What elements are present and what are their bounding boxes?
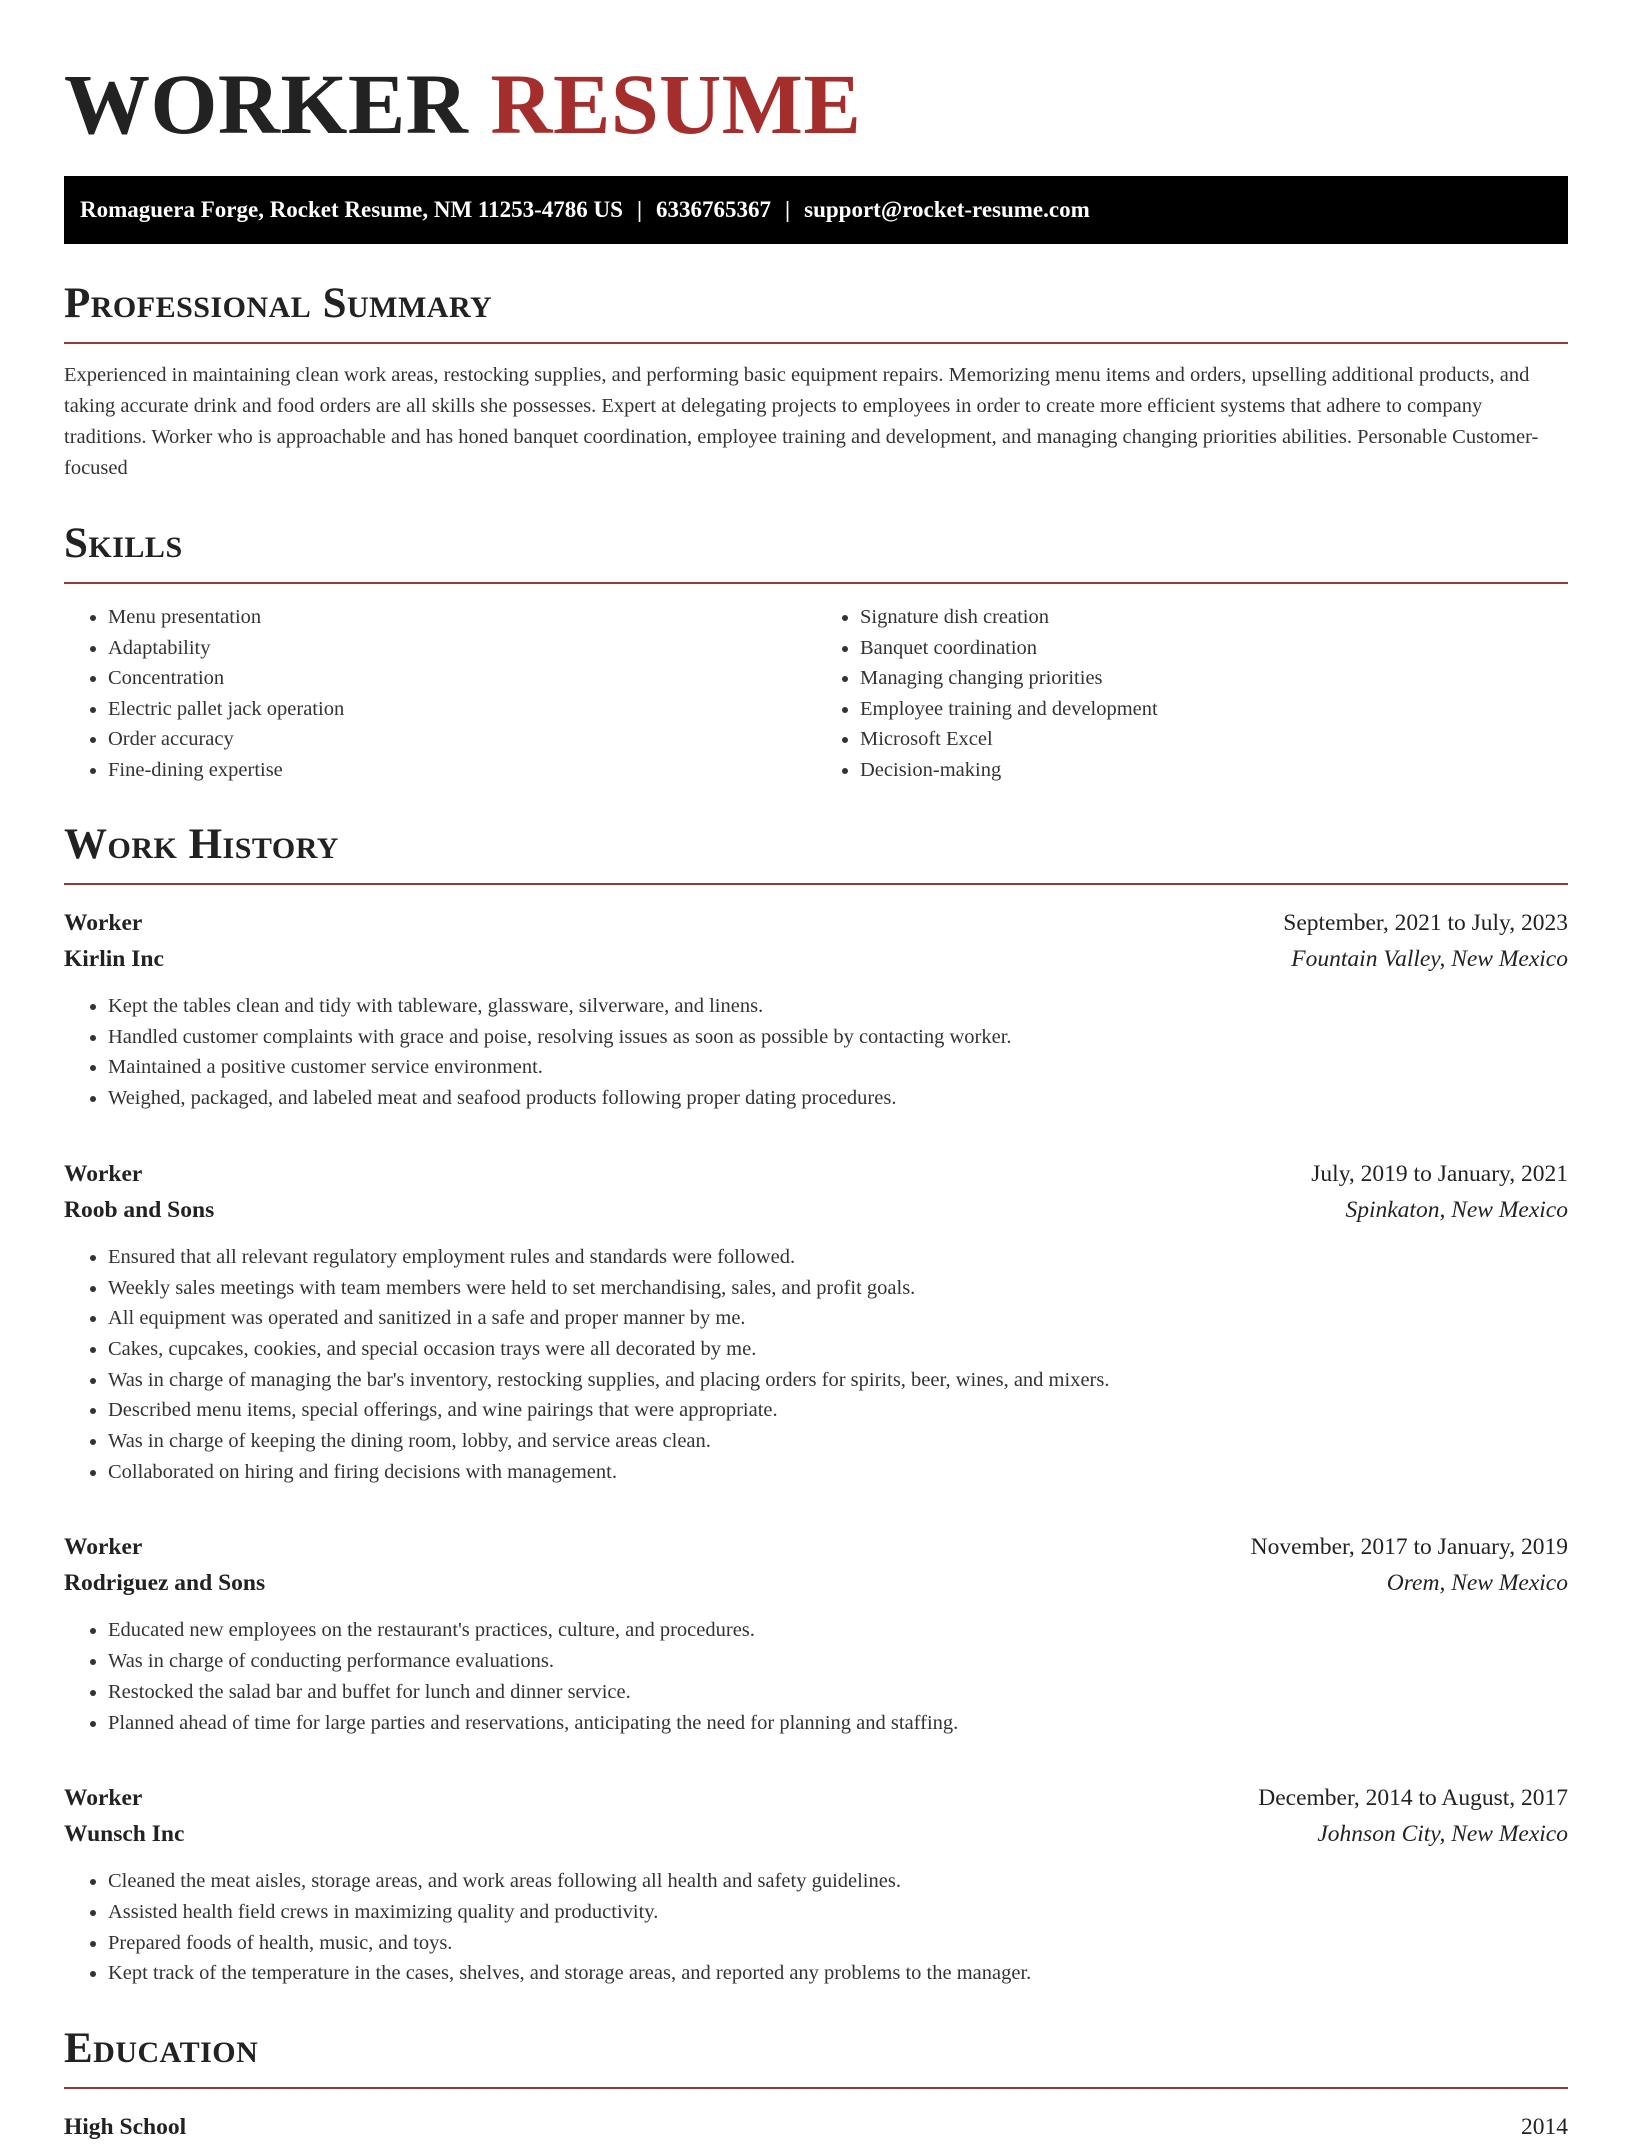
job-bullet: • Handled customer complaints with grace and poise, resolving issues as soon as possible by contacting worker. <box>108 1022 1568 1053</box>
job-bullet: • Planned ahead of time for large parties and reservations, anticipating the need for planning and staffing. <box>108 1708 1568 1739</box>
title-first-word: WORKER <box>64 56 469 152</box>
contact-email: support@rocket-resume.com <box>804 197 1090 222</box>
job-company: Roob and Sons <box>64 1196 215 1223</box>
contact-separator: | <box>785 197 791 222</box>
education-section <box>64 2025 1568 2145</box>
skill-item: • Decision-making <box>860 755 1568 786</box>
job-bullet: • Was in charge of conducting performance evaluations. <box>108 1646 1568 1677</box>
summary-text: Experienced in maintaining clean work areas, restocking supplies, and performing basic equipment repairs. Memorizing menu items and orders, upselling additional products, and taking accurate drink and food orders are all skills she possesses. Expert at delegating projects to employees in order to create more efficient systems that adhere to company traditions. Worker who is approachable and has honed banquet coordination, employee training and development, and managing changing priorities abilities. Personable Customer-focused <box>64 364 1539 479</box>
job-role: Worker <box>64 1534 143 1561</box>
education-heading: Education <box>64 2025 1568 2089</box>
job-title-row <box>64 1156 1568 1192</box>
job-role: Worker <box>64 910 143 936</box>
job-bullet: • Assisted health field crews in maximizing quality and productivity. <box>108 1897 1568 1928</box>
job-bullet: • Kept track of the temperature in the cases, shelves, and storage areas, and reported any problems to the manager. <box>108 1958 1568 1989</box>
job-bullet: • Prepared foods of health, music, and toys. <box>108 1928 1568 1959</box>
job-location: Fountain Valley, New Mexico <box>1291 946 1568 972</box>
skill-item: • Electric pallet jack operation <box>108 694 816 725</box>
job-dates: November, 2017 to January, 2019 <box>1250 1534 1568 1561</box>
skill-item: • Managing changing priorities <box>860 663 1568 694</box>
job-bullet: • Kept the tables clean and tidy with tableware, glassware, silverware, and linens. <box>108 991 1568 1022</box>
job-bullet: • Cleaned the meat aisles, storage areas, and work areas following all health and safety guidelines. <box>108 1866 1568 1897</box>
job-company: Rodriguez and Sons <box>64 1570 266 1597</box>
job-bullet: • Cakes, cupcakes, cookies, and special occasion trays were all decorated by me. <box>108 1334 1568 1365</box>
job-location: Johnson City, New Mexico <box>1317 1821 1568 1848</box>
contact-address: Romaguera Forge, Rocket Resume, NM 11253-4786 US <box>80 197 623 222</box>
job-location: Spinkaton, New Mexico <box>1345 1196 1568 1223</box>
job-role: Worker <box>64 1785 143 1812</box>
contact-bar <box>64 176 1568 244</box>
work-history-heading: Work History <box>64 821 1568 885</box>
work-history-section <box>64 821 1568 1989</box>
job-entry <box>64 1156 1568 1488</box>
skill-item: • Concentration <box>108 663 816 694</box>
job-company: Wunsch Inc <box>64 1821 185 1848</box>
education-entry <box>64 2109 1568 2145</box>
job-role: Worker <box>64 1160 143 1187</box>
job-company-row <box>64 1565 1568 1601</box>
skill-item: • Banquet coordination <box>860 633 1568 664</box>
skills-heading: Skills <box>64 520 1568 584</box>
education-degree: High School <box>64 2114 187 2141</box>
job-bullet: • Ensured that all relevant regulatory employment rules and standards were followed. <box>108 1242 1568 1273</box>
summary-section <box>64 280 1568 484</box>
skills-column-left <box>64 602 816 785</box>
skill-item: • Adaptability <box>108 633 816 664</box>
job-bullets <box>64 1242 1568 1488</box>
skills-section <box>64 520 1568 785</box>
skill-item: • Menu presentation <box>108 602 816 633</box>
job-bullet: • Maintained a positive customer service environment. <box>108 1052 1568 1083</box>
skills-list <box>64 602 1568 785</box>
job-bullet: • Was in charge of managing the bar's inventory, restocking supplies, and placing orders for spirits, beer, wines, and mixers. <box>108 1365 1568 1396</box>
job-bullet: • All equipment was operated and sanitized in a safe and proper manner by me. <box>108 1303 1568 1334</box>
skill-item: • Fine-dining expertise <box>108 755 816 786</box>
job-bullets <box>64 1866 1568 1989</box>
job-bullet: • Weekly sales meetings with team members were held to set merchandising, sales, and profit goals. <box>108 1273 1568 1304</box>
job-dates: December, 2014 to August, 2017 <box>1258 1785 1568 1812</box>
job-entry <box>64 1529 1568 1738</box>
skills-column-right <box>816 602 1568 785</box>
job-title-row <box>64 905 1568 941</box>
skill-item: • Microsoft Excel <box>860 724 1568 755</box>
job-dates: July, 2019 to January, 2021 <box>1311 1160 1568 1187</box>
job-bullet: • Described menu items, special offerings, and wine pairings that were appropriate. <box>108 1395 1568 1426</box>
education-row <box>64 2109 1568 2145</box>
contact-separator: | <box>636 197 643 222</box>
job-bullet: • Educated new employees on the restaurant's practices, culture, and procedures. <box>108 1615 1568 1646</box>
job-bullet: • Weighed, packaged, and labeled meat and seafood products following proper dating procedures. <box>108 1083 1568 1114</box>
job-company-row <box>64 1192 1568 1228</box>
skill-item: • Order accuracy <box>108 724 816 755</box>
job-dates: September, 2021 to July, 2023 <box>1283 910 1568 936</box>
job-company: Kirlin Inc <box>64 946 164 972</box>
job-location: Orem, New Mexico <box>1386 1570 1568 1597</box>
job-title-row <box>64 1780 1568 1816</box>
job-entry <box>64 1780 1568 1989</box>
skill-item: • Signature dish creation <box>860 602 1568 633</box>
skill-item: • Employee training and development <box>860 694 1568 725</box>
job-bullet: • Restocked the salad bar and buffet for lunch and dinner service. <box>108 1677 1568 1708</box>
education-year: 2014 <box>1521 2114 1568 2141</box>
job-title-row <box>64 1529 1568 1565</box>
title-second-word: RESUME <box>490 56 862 152</box>
job-bullets <box>64 991 1568 1114</box>
job-bullet: • Was in charge of keeping the dining room, lobby, and service areas clean. <box>108 1426 1568 1457</box>
job-company-row <box>64 941 1568 977</box>
job-entry <box>64 905 1568 1114</box>
job-company-row <box>64 1816 1568 1852</box>
job-bullet: • Collaborated on hiring and firing decisions with management. <box>108 1457 1568 1488</box>
job-bullets <box>64 1615 1568 1738</box>
contact-phone: 6336765367 <box>656 197 772 222</box>
summary-heading: Professional Summary <box>64 280 1568 344</box>
resume-title <box>64 0 1568 152</box>
